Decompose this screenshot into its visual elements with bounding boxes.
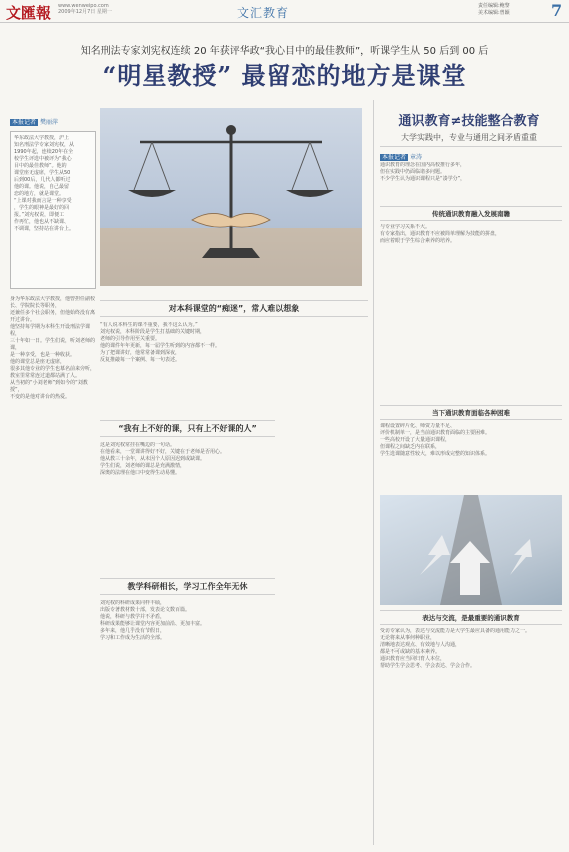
text-line: 学习和工作成为生活的全部。 xyxy=(100,635,166,641)
site-url: www.wenweipo.com xyxy=(58,3,109,9)
text-line: 刘宪权的科研成果同样丰硕， xyxy=(100,600,166,606)
subhead-3: 教学科研相长，学习工作全年无休 xyxy=(127,582,248,591)
rule xyxy=(100,578,275,579)
text-line: 华东政法大学教授，沪上 xyxy=(14,135,70,141)
rule xyxy=(380,610,562,611)
rule xyxy=(380,220,562,221)
text-line: 在他看来，一堂课讲得好不好，关键在于老师是否用心。 xyxy=(100,449,226,455)
column-separator xyxy=(373,100,374,845)
text-line: 帮助学生学会思考、学会表达、学会合作。 xyxy=(380,663,476,669)
text-line: “有人说本科生的课不重要，我不这么认为。” xyxy=(100,322,198,328)
rule xyxy=(100,436,275,437)
byline-tag: 本报记者 xyxy=(12,119,37,126)
masthead-info xyxy=(58,3,112,15)
road-illustration xyxy=(380,495,562,605)
text-line: 他从教三十余年，从未因个人原因迟到或缺课。 xyxy=(100,456,206,462)
intro-box-text xyxy=(14,135,92,233)
text-line: 课程设置碎片化、师资力量不足、 xyxy=(380,423,456,429)
text-line: 清晰地表达观点、有效地与人沟通， xyxy=(380,642,461,648)
box2-text xyxy=(380,423,562,491)
text-line: 课堂座无虚席，学生从50 xyxy=(14,170,71,176)
scales-photo xyxy=(100,108,362,286)
text-line: 无论将来从事何种职业， xyxy=(380,635,436,641)
text-line: 但课程之间缺乏内在联系， xyxy=(380,444,441,450)
rule xyxy=(100,420,275,421)
editor-credits xyxy=(478,3,510,17)
text-line: 他说，科研与教学并不矛盾， xyxy=(100,614,166,620)
subhead-1-wrap xyxy=(100,300,368,317)
text-line: 学生们说，刘老师的课总是充满激情， xyxy=(100,463,186,469)
text-line: 受访专家认为，表达与交流能力是大学生最应具备的通用能力之一。 xyxy=(380,628,531,634)
box1-head: 传统通识教育融入发展南瞻 xyxy=(432,210,510,218)
text-line: 一些高校开设了大量通识课程， xyxy=(380,437,451,443)
text-line: 他的课堂总是座无虚席， xyxy=(10,359,66,365)
text-line: 从当初的“小刘老师”到如今的“刘教授”， xyxy=(10,380,88,393)
text-line: 他的课件年年更新，每一届学生听到的内容都不一样。 xyxy=(100,343,221,349)
rule xyxy=(380,206,562,207)
box3-text xyxy=(380,628,562,843)
subhead-2-wrap xyxy=(100,420,275,437)
text-line: “上课对我而言是一种享受 xyxy=(14,198,72,204)
text-line: 他坚持每学期为本科生开设刑法学课程， xyxy=(10,324,91,337)
rule xyxy=(100,300,368,301)
text-line: 不变的是他对讲台的热爱。 xyxy=(10,394,71,400)
right-rule xyxy=(380,146,562,147)
text-line: 但在实践中仍面临诸多问题。 xyxy=(380,169,446,175)
text-line: 有专家指出，通识教育不应被简单理解为技能的拼盘， xyxy=(380,231,501,237)
section-title: 文汇教育 xyxy=(237,6,290,20)
lead-body-column-2 xyxy=(10,510,96,840)
section-3-text xyxy=(100,600,368,840)
text-line: 评价机制单一，是当前通识教育面临的主要困难。 xyxy=(380,430,491,436)
text-line: 他的课。他说，自己最留 xyxy=(14,184,70,190)
text-line: 出版专著教材数十部，发表论文数百篇。 xyxy=(100,607,191,613)
right-byline xyxy=(380,152,422,161)
text-line: 1990年起，连续20年在全 xyxy=(14,149,74,155)
subhead-3-wrap xyxy=(100,578,275,595)
text-line: 后到00后，几代人都听过 xyxy=(14,177,71,183)
lead-kicker: 知名刑法专家刘宪权连续 20 年获评华政“我心目中的最佳教师”，听课学生从 50 后到 00 后 xyxy=(80,46,489,57)
text-line: 三十年如一日。学生们说，听刘老师的课， xyxy=(10,338,96,351)
road-arrows-photo xyxy=(380,495,562,605)
lead-body-column-1 xyxy=(10,296,96,502)
byline-name: 樊丽萍 xyxy=(40,119,59,126)
box1-head-wrap xyxy=(380,206,562,221)
text-line: 都是不可或缺的基本素养。 xyxy=(380,649,441,655)
text-line: 还兼任多个社会职务，但他始终没有离开过讲台。 xyxy=(10,310,96,323)
intro-box xyxy=(10,131,96,289)
text-line: 多年来，他几乎没有节假日， xyxy=(100,628,166,634)
text-line: 学生选课随意性较大，难以形成完整的知识体系。 xyxy=(380,451,491,457)
text-line: 而应着眼于学生综合素养的培养。 xyxy=(380,238,456,244)
text-line: 不调课，坚持站在讲台上。 xyxy=(14,226,75,232)
text-line: 知名刑法学专家刘宪权，从 xyxy=(14,142,75,148)
text-line: 报。”刘宪权说，即便工 xyxy=(14,212,65,218)
box3-head: 表达与交流，是最重要的通识教育 xyxy=(422,614,520,622)
newspaper-logo: 文匯報 xyxy=(6,4,52,22)
right-story-subtitle: 大学实践中，专业与通用之间矛盾重重 xyxy=(401,133,537,142)
text-line: 不少学生认为通识课程只是“凑学分”， xyxy=(380,176,466,182)
designer-line: 美术编辑:曾颖 xyxy=(478,10,510,16)
rule xyxy=(380,419,562,420)
text-line: 教室里常常连过道都站满了人。 xyxy=(10,373,81,379)
text-line: 很多其他专业的学生也慕名前来旁听， xyxy=(10,366,96,372)
editor-line: 责任编辑:鲍黎 xyxy=(478,3,510,9)
scales-illustration xyxy=(100,108,362,286)
page-number: 7 xyxy=(551,1,563,20)
lead-headline: “明星教授” 最留恋的地方是课堂 xyxy=(102,61,467,90)
box1-text xyxy=(380,224,562,384)
box2-head: 当下通识教育面临各种困难 xyxy=(432,409,510,417)
box3-head-wrap xyxy=(380,610,562,625)
text-line: 这是刘宪权常挂在嘴边的一句话。 xyxy=(100,442,176,448)
subhead-2: “我有上不好的课，只有上不好课的人” xyxy=(118,424,257,433)
lead-byline xyxy=(10,117,58,126)
text-line: 作再忙，他也从不缺课、 xyxy=(14,219,70,225)
issue-date: 2009年12月7日 星期一 xyxy=(58,9,112,15)
text-line: 通识教育的理念在国内高校推行多年， xyxy=(380,162,466,168)
right-intro-text xyxy=(380,162,562,202)
text-line: 校学生评选中被评为“我心 xyxy=(14,156,72,162)
text-line: 是一种享受，也是一种收获。 xyxy=(10,352,76,358)
rule xyxy=(100,316,368,317)
text-line: 深奥的法理在他口中变得生动易懂。 xyxy=(100,470,181,476)
text-line: ，学生的眼神是最好的回 xyxy=(14,205,70,211)
byline-tag: 本报记者 xyxy=(382,154,407,161)
text-line: 与专业学习关系不大。 xyxy=(380,224,431,230)
text-line: 刘宪权说，本科阶段是学生打基础的关键时期， xyxy=(100,329,206,335)
text-line: 反复推敲每一个案例、每一句表述。 xyxy=(100,357,181,363)
byline-name: 章涛 xyxy=(410,154,423,161)
box2-head-wrap xyxy=(380,405,562,420)
text-line: 目中的最佳教师”。他的 xyxy=(14,163,67,169)
right-story-headline: 通识教育≠技能整合教育 xyxy=(398,114,540,129)
rule xyxy=(380,405,562,406)
rule xyxy=(380,624,562,625)
text-line: 科研成果能够让课堂内容更加前沿、更加丰富。 xyxy=(100,621,206,627)
text-line: 通识教育应当回归育人本位， xyxy=(380,656,446,662)
text-line: 为了把课讲好，他常常备课到深夜， xyxy=(100,350,181,356)
lead-body-column-3 xyxy=(280,420,368,570)
section-2-text xyxy=(100,442,275,542)
text-line: 恋的地方，就是课堂。 xyxy=(14,191,65,197)
text-line: 老师的引导作用至关重要。 xyxy=(100,336,161,342)
rule xyxy=(100,594,275,595)
text-line: 身为华东政法大学教授，他曾担任副校长、学院院长等职务， xyxy=(10,296,96,309)
subhead-1: 对本科课堂的“痴迷”，常人难以想象 xyxy=(168,304,300,313)
section-1-text xyxy=(100,322,368,412)
